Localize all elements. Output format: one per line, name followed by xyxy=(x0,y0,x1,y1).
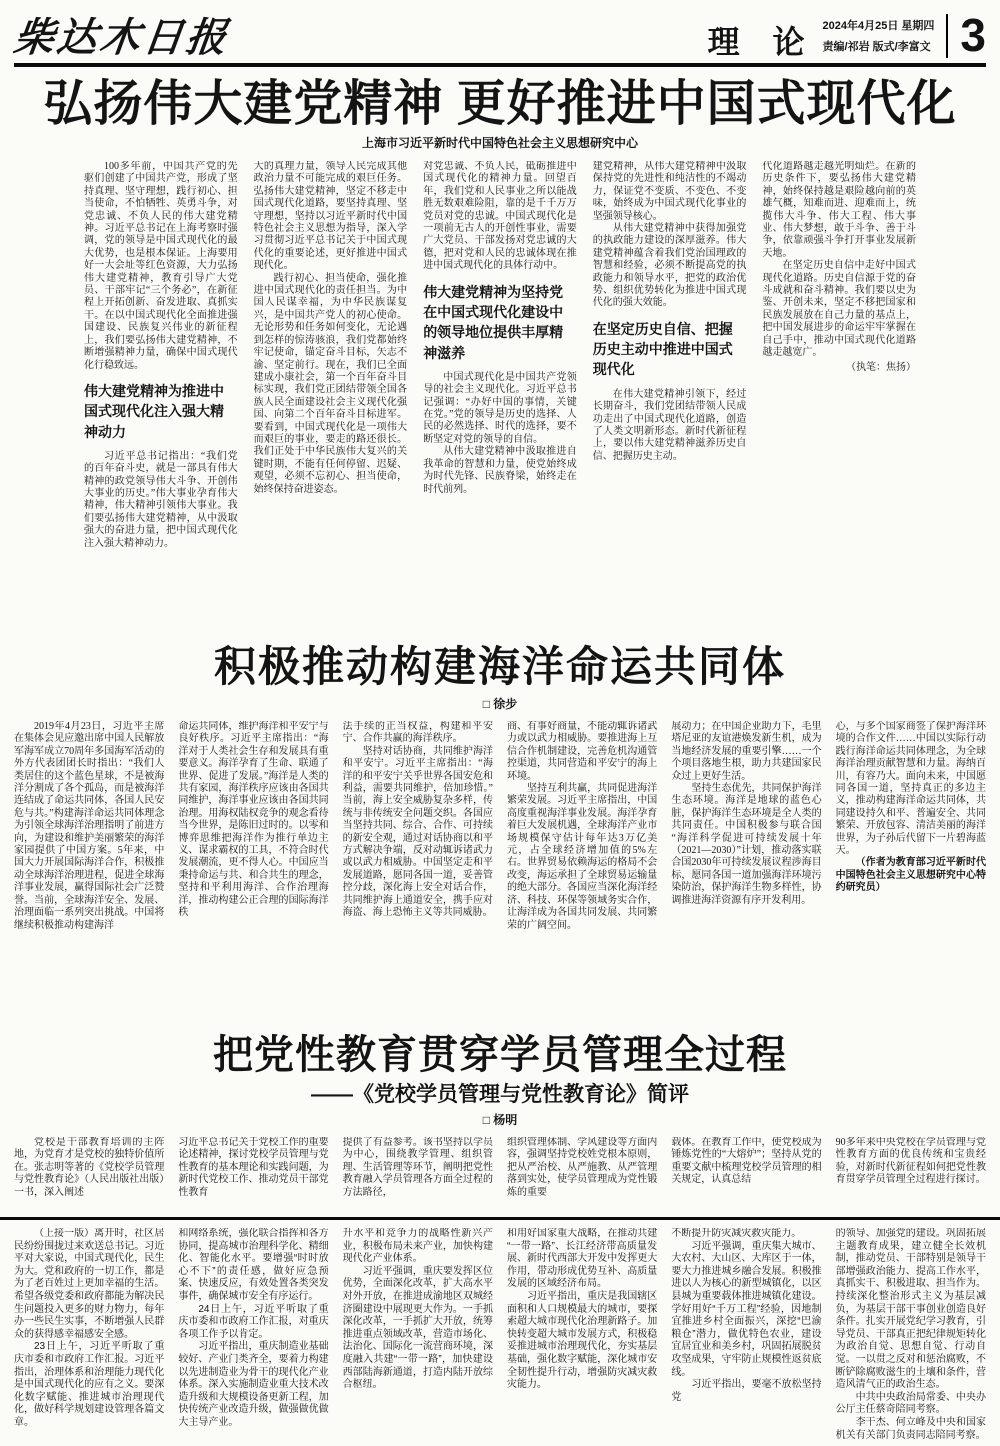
article-main-title: 弘扬伟大建党精神 更好推进中国式现代化 xyxy=(43,76,957,131)
header-divider xyxy=(946,14,948,58)
body-paragraph: 从伟大建党精神中获得加强党的执政能力建设的深厚滋养。伟大建党精神蕴含着我们党治国理政的智慧和经验，必须不断提高党的执政能力和领导水平，把党的政治优势、组织优势转化为推进中国式现代化的强大效能。 xyxy=(592,223,747,309)
text-column xyxy=(671,1137,821,1209)
body-paragraph: 习近平总书记关于党校工作的重要论述精神，探讨党校学员管理与党性教育的基本理论和实践问题，为新时代党校工作、推动党员干部党性教育 xyxy=(178,1137,329,1198)
article-ocean-columns xyxy=(14,721,986,1021)
text-column xyxy=(343,1137,493,1209)
article-review-columns xyxy=(14,1137,986,1209)
body-paragraph: 坚持生态优先，共同保护海洋生态环境。海洋是地球的蓝色心脏，保护海洋生态环境是全人类的共同责任。中国积极参与联合国“海洋科学促进可持续发展十年（2021—2030）”计划，推动落实联合国2030年可持续发展议程涉海目标，愿同各国一道加强海洋环境污染防治，保护海洋生物多样性，协调推进海洋资源有序开发利用。 xyxy=(671,783,822,906)
body-paragraph: 的领导、加强党的建设。巩固拓展主题教育成果，建立健全长效机制，推动党员、干部特别是领导干部增强政治能力、提高工作水平，真抓实干、积极进取、担当作为。持续深化整治形式主义为基层减负，为基层干部干事创业创造良好条件。扎实开展党纪学习教育，引导党员、干部真正把纪律规矩转化为政治自觉、思想自觉、行动自觉。一以贯之反对和惩治腐败，不断铲除腐败滋生的土壤和条件，营造风清气正的政治生态。 xyxy=(835,1228,986,1391)
body-paragraph: 坚持互利共赢，共同促进海洋繁荣发展。习近平主席指出，中国高度重视海洋事业发展。海洋孕育着巨大发展机遇，全球海洋产业市场规模保守估计每年达3万亿美元，占全球经济增加值的5%左右。世界贸易依赖海运的格局不会改变，海运承担了全球贸易运输量的绝大部分。各国应当深化海洋经济、科技、环保等领域务实合作，让海洋成为各国共同发展、共同繁荣的广阔空间。 xyxy=(506,783,658,931)
text-column xyxy=(14,1137,164,1209)
body-paragraph: 2019年4月23日，习近平主席在集体会见应邀出席中国人民解放军海军成立70周年多国海军活动的外方代表团团长时指出：“我们人类居住的这个蓝色星球，不是被海洋分割成了各个孤岛，而是被海洋连结成了命运共同体，各国人民安危与共。”构建海洋命运共同体理念为引领全球海洋治理指明了前进方向，为建设和维护美丽繁荣的海洋家园提供了中国方案。5年来，中国大力开展国际海洋合作，积极推动全球海洋治理进程，促进全球海洋事业发展，赢得国际社会广泛赞誉。当前，全球海洋安全、发展、治理面临一系列突出挑战。中国将继续积极推动构建海洋 xyxy=(14,721,165,931)
article-main-author: 上海市习近平新时代中国特色社会主义思想研究中心 xyxy=(361,136,638,150)
body-paragraph: 升水平和竞争力的战略性新兴产业，积极布局未来产业，加快构建现代化产业体系。 xyxy=(342,1228,493,1265)
text-column xyxy=(14,721,164,1021)
body-paragraph: 展动力；在中国企业助力下，毛里塔尼亚的友谊港焕发新生机，成为当地经济发展的重要引擎……一个个项目落地生根，助力共建国家民众过上更好生活。 xyxy=(671,721,822,782)
body-paragraph: 100多年前，中国共产党的先驱们创建了中国共产党，形成了坚持真理、坚守理想，践行初心、担当使命，不怕牺牲、英勇斗争，对党忠诚、不负人民的伟大建党精神。习近平总书记在上海考察时强调，党的领导是中国式现代化的最大优势，也是根本保证。上海要用好一大会址等红色资源，大力弘扬伟大建党精神，教育引导广大党员、干部牢记“三个务必”，在新征程上开拓创新、奋发进取、真抓实干。在以中国式现代化全面推进强国建设、民族复兴伟业的新征程上，我们要弘扬伟大建党精神，不断增强精神力量，确保中国式现代化行稳致远。 xyxy=(84,161,238,371)
article-review-title: 把党性教育贯穿学员管理全过程 xyxy=(213,1032,787,1077)
author-credit: （作者为教育部习近平新时代中国特色社会主义思想研究中心特约研究员） xyxy=(835,857,986,894)
text-column xyxy=(507,721,657,1021)
article-review-subtitle: ——《党校学员管理与党性教育论》简评 xyxy=(311,1083,689,1106)
body-paragraph: 习近平总书记指出：“我们党的百年奋斗史，就是一部具有伟大精神的政党领导伟大斗争、开创伟大事业的历史。”伟大事业孕育伟大精神，伟大精神引领伟大事业。我们要弘扬伟大建党精神，从中汲取强大的奋进力量，把中国式现代化注入强大精神动力。 xyxy=(84,450,238,549)
text-column xyxy=(671,1228,821,1446)
body-paragraph: 大的真理力量，领导人民完成其他政治力量不可能完成的艰巨任务。弘扬伟大建党精神，坚定不移走中国式现代化道路，要坚持真理、坚守理想，坚持以习近平新时代中国特色社会主义思想为指导，深入学习贯彻习近平总书记关于中国式现代化的重要论述，更好推进中国式现代化。 xyxy=(253,161,408,272)
text-column xyxy=(836,1228,986,1446)
text-column xyxy=(507,1228,657,1446)
issue-date: 2024年4月25日 星期四 xyxy=(822,20,935,33)
text-column xyxy=(343,721,493,1021)
text-column xyxy=(84,161,238,631)
text-column xyxy=(507,1137,657,1209)
body-paragraph: 在伟大建党精神引领下，经过长期奋斗，我们党团结带领人民成功走出了中国式现代化道路，创造了人类文明新形态。新时代新征程上，要以伟大建党精神滋养历史自信、把握历史主动。 xyxy=(592,388,747,462)
text-column xyxy=(762,161,916,631)
text-column xyxy=(14,1228,164,1446)
body-paragraph: 坚持对话协商，共同维护海洋和平安宁。习近平主席指出：“海洋的和平安宁关乎世界各国安危和利益，需要共同维护，倍加珍惜。”当前，海上安全威胁复杂多样，传统与非传统安全问题交织。各国应当坚持共同、综合、合作、可持续的新安全观，通过对话协商以和平方式解决争端，反对动辄诉诸武力或以武力相威胁。中国坚定走和平发展道路，愿同各国一道，妥善管控分歧，深化海上安全对话合作，共同维护海上通道安全，携手应对海盗、海上恐怖主义等共同威胁。 xyxy=(342,745,493,919)
article-ocean-title: 积极推动构建海洋命运共同体 xyxy=(213,645,786,691)
body-paragraph: 习近平指出，重庆制造业基础较好、产业门类齐全，要着力构建以先进制造业为骨干的现代化产业体系。深入实施制造业重大技术改造升级和大规模设备更新工程，加快传统产业改造升级，做强做优做大主导产业。 xyxy=(178,1341,329,1428)
bottom-section-divider xyxy=(0,1217,1000,1220)
body-paragraph: 法手续的正当权益，构建和平安宁、合作共赢的海洋秩序。 xyxy=(342,721,493,745)
section-title: 理 论 xyxy=(707,24,817,60)
article-ocean-byline: □ 徐步 xyxy=(482,697,518,711)
body-paragraph: 习近平指出，重庆是我国辖区面积和人口规模最大的城市，要探索超大城市现代化治理新路子。加快转变超大城市发展方式，积极稳妥推进城市治理现代化，夯实基层基础，强化数字赋能，深化城市安全韧性提升行动，增强防灾减灾救灾能力。 xyxy=(506,1290,658,1391)
front-page-continuation xyxy=(14,1228,986,1446)
body-paragraph: 从伟大建党精神中汲取推进自我革命的智慧和力量，使党始终成为时代先锋、民族脊梁，始终走在时代前列。 xyxy=(423,446,577,495)
article-main xyxy=(14,76,986,631)
body-paragraph: 载体。在教育工作中，使党校成为锤炼党性的“大熔炉”；坚持从党的重要文献中梳理党校学员管理的相关规定，认真总结 xyxy=(671,1137,822,1186)
section-subhead: 伟大建党精神为推进中国式现代化注入强大精神动力 xyxy=(84,382,224,440)
author-credit: （执笔：焦扬） xyxy=(845,361,916,373)
editors-line: 责编/祁岩 版式/李富文 xyxy=(822,41,931,54)
body-paragraph: 习近平强调，重庆要发挥区位优势，全面深化改革，扩大高水平对外开放，在推进成渝地区双城经济圈建设中展现更大作为。一手抓深化改革，一手抓扩大开放，统筹推进重点领域改革，营造市场化、法治化、国际化一流营商环境，深度融入共建“一带一路”，加快建设西部陆海新通道，打造内陆开放综合枢纽。 xyxy=(342,1265,493,1391)
body-paragraph: 和网络系统，强化联合指挥和各方协同，提高城市治理科学化、精细化、智能化水平。要增强“时时放心不下”的责任感，做好应急预案、快速反应，有效处置各类突发事件，确保城市安全有序运行。 xyxy=(178,1228,329,1302)
text-column xyxy=(178,1137,328,1209)
body-paragraph: 对党忠诚、不负人民，砥砺推进中国式现代化的精神力量。回望百年，我们党和人民事业之所以能战胜无数艰难险阻，靠的是千千万万党员对党的忠诚。中国式现代化是一项前无古人的开创性事业，需要广大党员、干部发扬对党忠诚的大德，把对党和人民的忠诚体现在推进中国式现代化的具体行动中。 xyxy=(423,161,577,272)
page-header xyxy=(11,6,986,67)
text-column xyxy=(254,161,408,631)
text-column xyxy=(836,1137,986,1209)
text-column xyxy=(593,161,747,631)
body-paragraph: （上接一版）离开时，社区居民纷纷围拢过来欢送总书记。习近平对大家说，中国式现代化，民生为大。党和政府的一切工作，都是为了老百姓过上更加幸福的生活。希望各级党委和政府都能为解决民生问题投入更多的财力物力，每年办一些民生实事，不断增强人民群众的获得感幸福感安全感。 xyxy=(14,1228,165,1340)
body-paragraph: 习近平指出，要毫不放松坚持党 xyxy=(671,1379,822,1403)
body-paragraph: 90多年来中央党校在学员管理与党性教育方面的优良传统和宝贵经验，对新时代新征程如何把党性教育贯穿学员管理全过程进行探讨。 xyxy=(835,1137,986,1186)
body-paragraph: 在坚定历史自信中走好中国式现代化道路。历史自信源于党的奋斗成就和奋斗精神。我们要以史为鉴、开创未来，坚定不移把国家和民族发展放在自己力量的基点上，把中国发展进步的命运牢牢掌握在自己手中，推动中国式现代化道路越走越宽广。 xyxy=(762,260,916,359)
body-paragraph: 习近平强调，重庆集大城市、大农村、大山区、大库区于一体，要大力推进城乡融合发展。积极推进以人为核心的新型城镇化，以区县城为重要载体推进城镇化建设。学好用好“千万工程”经验，因地制宜推进乡村全面振兴，深挖“巴渝粮仓”潜力，做优特色农业，建设宜居宜业和美乡村，巩固拓展脱贫攻坚成果，守牢防止规模性返贫底线。 xyxy=(671,1240,822,1378)
text-column xyxy=(178,721,328,1021)
newspaper-title: 柴达木日报 xyxy=(11,15,232,60)
text-column xyxy=(671,721,821,1021)
body-paragraph: 24日上午，习近平听取了重庆市委和市政府工作汇报，对重庆各项工作予以肯定。 xyxy=(178,1303,329,1340)
text-column xyxy=(178,1228,328,1446)
body-paragraph: 命运共同体，维护海洋和平安宁与良好秩序。习近平主席指出：“海洋对于人类社会生存和发展具有重要意义。海洋孕育了生命、联通了世界、促进了发展。”海洋是人类的共有家园，海洋秩序应该由各国共同维护，海洋事业应该由各国共同治理。用海权陆权竞争的观念看待当今世界，是陈旧过时的。以零和博弈思维把海洋作为推行单边主义、谋求霸权的工具，不符合时代发展潮流，更不得人心。中国应当秉持命运与共、和合共生的理念，坚持和平利用海洋、合作治理海洋，推动构建公正合理的国际海洋秩 xyxy=(178,721,329,919)
text-column xyxy=(423,161,577,631)
article-main-columns xyxy=(84,161,916,631)
article-ocean xyxy=(14,647,986,1021)
body-paragraph: 中共中央政治局常委、中央办公厅主任蔡奇陪同考察。 xyxy=(835,1391,986,1416)
body-paragraph: 代化道路越走越光明灿烂。在新的历史条件下，要弘扬伟大建党精神，始终保持越是艰险越向前的英雄气概，知难而进、迎难而上，统揽伟大斗争、伟大工程、伟大事业、伟大梦想，敢于斗争、善于斗争，依靠顽强斗争打开事业发展新天地。 xyxy=(762,161,916,259)
body-paragraph: 李干杰、何立峰及中央和国家机关有关部门负责同志陪同考察。 xyxy=(835,1416,986,1441)
body-paragraph: 中国式现代化是中国共产党领导的社会主义现代化。习近平总书记强调：“办好中国的事情，关键在党。”党的领导是历史的选择、人民的必然选择、时代的选择，要不断坚定对党的领导的自信。 xyxy=(423,371,577,445)
section-subhead: 伟大建党精神为坚持党在中国式现代化建设中的领导地位提供丰厚精神滋养 xyxy=(423,283,564,361)
body-paragraph: 践行初心、担当使命，强化推进中国式现代化的责任担当。为中国人民谋幸福，为中华民族谋复兴，是中国共产党人的初心使命。无论形势和任务如何变化，无论遇到怎样的惊涛骇浪，我们党都始终牢记使命，锚定奋斗目标，矢志不渝、坚定前行。现在，我们已全面建成小康社会，第一个百年奋斗目标实现，我们党正团结带领全国各族人民全面建设社会主义现代化强国、向第二个百年奋斗目标进军。要看到，中国式现代化是一项伟大而艰巨的事业，要走的路还很长。我们正处于中华民族伟大复兴的关键时期，不能有任何停留、迟疑、观望，必须不忘初心、担当使命，始终保持奋进姿态。 xyxy=(253,272,408,495)
body-paragraph: 党校是干部教育培训的主阵地，为党育才是党校的独特价值所在。张志明等著的《党校学员管理与党性教育论》（人民出版社出版）一书，深入阐述 xyxy=(14,1137,165,1198)
body-paragraph: 和用好国家重大战略，在推动共建“一带一路”、长江经济带高质量发展、新时代西部大开发中发挥更大作用，带动形成优势互补、高质量发展的区域经济布局。 xyxy=(506,1228,658,1290)
page-number: 3 xyxy=(960,9,986,61)
body-paragraph: 23日上午，习近平听取了重庆市委和市政府工作汇报。习近平指出，治理体系和治理能力现代化是中国式现代化的应有之义。要深化数字赋能、推进城市治理现代化，做好科学规划建设管理各篇文章。 xyxy=(14,1341,165,1428)
body-paragraph: 提供了有益参考。该书坚持以学员为中心，围绕教学管理、组织管理、生活管理等环节，阐明把党性教育融入学员管理各方面全过程的方法路径， xyxy=(342,1137,493,1198)
article-review xyxy=(14,1032,986,1209)
text-column xyxy=(836,721,986,1021)
body-paragraph: 心，与多个国家商签了保护海洋环境的合作文件……中国以实际行动践行海洋命运共同体理念，为全球海洋治理贡献智慧和力量。海纳百川，有容乃大。面向未来，中国愿同各国一道，坚持真正的多边主义，推动构建海洋命运共同体，共同建设持久和平、普遍安全、共同繁荣、开放包容、清洁美丽的海洋世界，为子孙后代留下一片碧海蓝天。 xyxy=(835,721,986,857)
article-review-byline: □ 杨明 xyxy=(482,1113,518,1127)
body-paragraph: 商、有事好商量，不能动辄诉诸武力或以武力相威胁。要推进海上互信合作机制建设，完善危机沟通管控渠道，共同营造和平安宁的海上环境。 xyxy=(506,721,658,782)
body-paragraph: 不断提升防灾减灾救灾能力。 xyxy=(671,1228,802,1239)
continuation-columns xyxy=(14,1228,986,1446)
section-subhead: 在坚定历史自信、把握历史主动中推进中国式现代化 xyxy=(592,320,733,378)
body-paragraph: 建党精神，从伟大建党精神中汲取保持党的先进性和纯洁性的不竭动力，保证党不变质、不变色、不变味，始终成为中国式现代化事业的坚强领导核心。 xyxy=(592,161,747,222)
issue-info xyxy=(823,16,935,58)
body-paragraph: 组织管理体制、学风建设等方面内容，强调坚持党校姓党根本原则，把从严治校、从严施教、从严管理落到实处，使学员管理成为党性锻炼的重要 xyxy=(506,1137,658,1198)
text-column xyxy=(343,1228,493,1446)
